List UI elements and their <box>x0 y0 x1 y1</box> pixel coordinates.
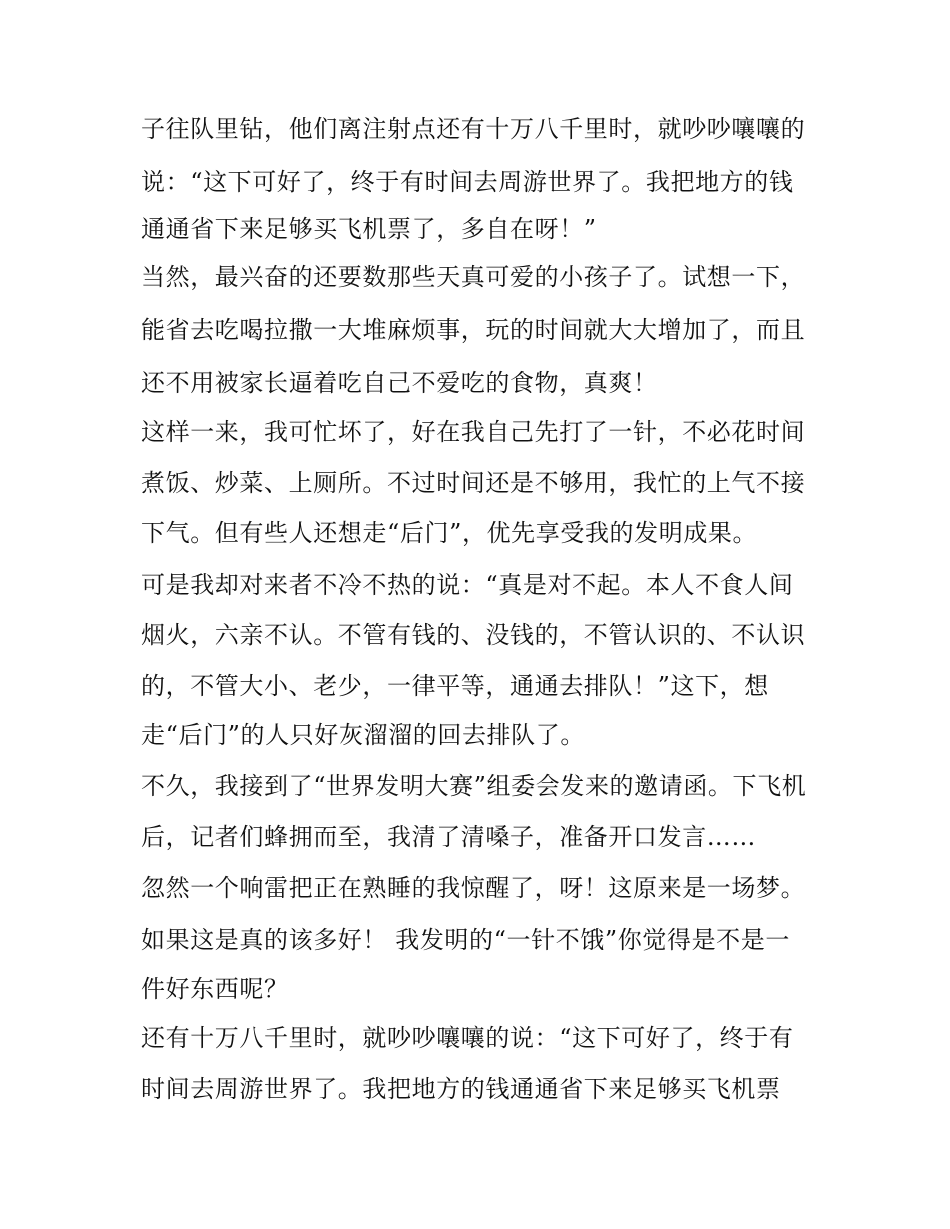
text-line: 不久，我接到了“世界发明大赛”组委会发来的邀请函。下飞机 <box>141 772 807 800</box>
text-line: 如果这是真的该多好！ 我发明的“一针不饿”你觉得是不是一 <box>141 926 790 954</box>
text-line: 当然，最兴奋的还要数那些天真可爱的小孩子了。试想一下， <box>141 263 806 291</box>
text-line: 可是我却对来者不冷不热的说：“真是对不起。本人不食人间 <box>141 571 794 599</box>
text-line: 的，不管大小、老少，一律平等，通通去排队！”这下，想 <box>141 672 769 700</box>
text-line: 走“后门”的人只好灰溜溜的回去排队了。 <box>141 721 585 749</box>
text-line: 子往队里钻，他们离注射点还有十万八千里时，就吵吵嚷嚷的 <box>141 115 806 143</box>
text-line: 还不用被家长逼着吃自己不爱吃的食物，真爽！ <box>141 369 658 397</box>
text-line: 件好东西呢？ <box>141 975 289 1003</box>
text-line: 通通省下来足够买飞机票了，多自在呀！” <box>141 215 597 243</box>
text-line: 说：“这下可好了，终于有时间去周游世界了。我把地方的钱 <box>141 168 794 196</box>
text-line: 煮饭、炒菜、上厕所。不过时间还是不够用，我忙的上气不接 <box>141 469 806 497</box>
text-line: 能省去吃喝拉撒一大堆麻烦事，玩的时间就大大增加了，而且 <box>141 316 806 344</box>
text-line: 烟火，六亲不认。不管有钱的、没钱的，不管认识的、不认识 <box>141 621 806 649</box>
text-line: 这样一来，我可忙坏了，好在我自己先打了一针，不必花时间 <box>141 418 806 446</box>
text-line: 还有十万八千里时，就吵吵嚷嚷的说：“这下可好了，终于有 <box>141 1024 794 1052</box>
text-line: 时间去周游世界了。我把地方的钱通通省下来足够买飞机票 <box>141 1075 781 1103</box>
text-line: 忽然一个响雷把正在熟睡的我惊醒了，呀！这原来是一场梦。 <box>141 874 806 902</box>
text-line: 后，记者们蜂拥而至，我清了清嗓子，准备开口发言…… <box>141 823 756 851</box>
text-line: 下气。但有些人还想走“后门”，优先享受我的发明成果。 <box>141 519 758 547</box>
